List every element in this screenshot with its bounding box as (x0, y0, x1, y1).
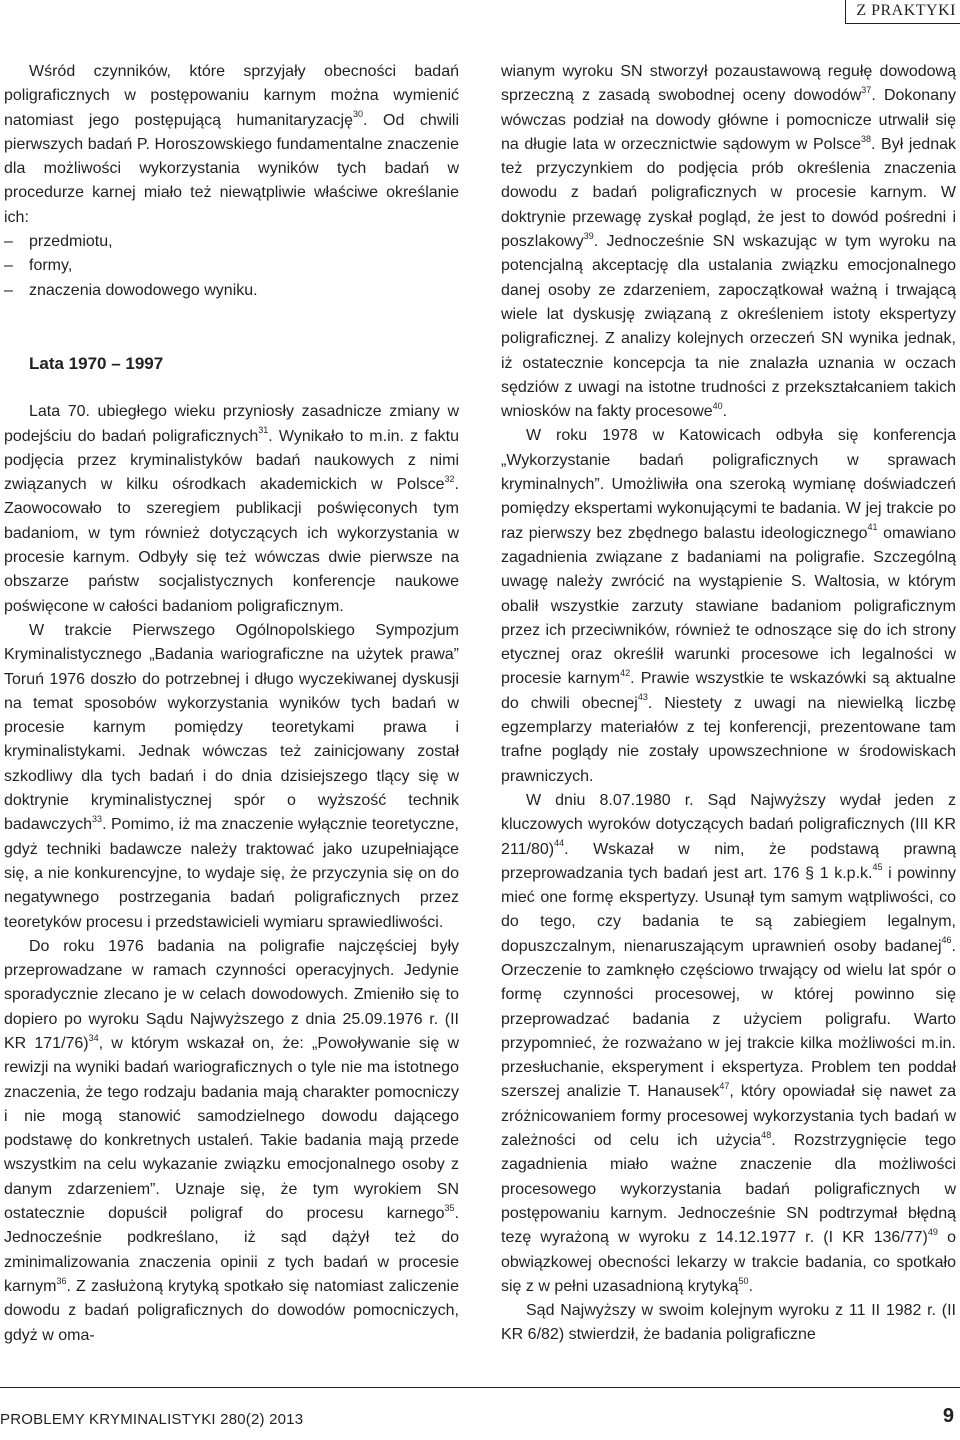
journal-title: PROBLEMY KRYMINALISTYKI 280(2) 2013 (0, 1411, 304, 1428)
footnote-ref[interactable]: 36 (56, 1275, 67, 1286)
paragraph: W trakcie Pierwszego Ogólnopolskiego Sympozjum Kryminalistycznego „Badania wariograficzne na użytek prawa” Toruń 1976 doszło do potrzebnej i długo wyczekiwanej dyskusji na temat sposobów wykorzystania wyników tych badań w procesie karnym pomiędzy teoretykami prawa i kryminalistykami. Jednak wówczas też zainicjowany został szkodliwy dla tych badań i do dnia dzisiejszego tlący się w doktrynie kryminalistycznej spór o wyższość technik badawczych$^{33}$. Pomimo, iż ma znaczenie wyłącznie teoretyczne, gdyż techniki badawcze należy traktować jako uzupełniające się, a nie konkurencyjne, to wydaje się, że przyczynia się on do negatywnego postrzegania badań poligraficznych przez teoretyków procesu i przedstawicieli wymiaru sprawiedliwości. (4, 621, 459, 931)
footnote-ref[interactable]: 47 (719, 1081, 730, 1092)
list-item: – formy, (4, 254, 459, 278)
page-number: 9 (942, 1405, 954, 1427)
footnote-ref[interactable]: 45 (872, 862, 883, 873)
right-column (501, 60, 956, 1348)
paragraph: W dniu 8.07.1980 r. Sąd Najwyższy wydał jeden z kluczowych wyroków dotyczących badań poligraficznych (III KR 211/80)$^{44}$. Wskazał w nim, że podstawą prawną przeprowadzania tych badań jest art. 176 § 1 k.p.k.$^{45}$ i powinny mieć one formę ekspertyzy. Usunął tym samym wątpliwości, co do tego, czy badania te są zabiegiem legalnym, dopuszczalnym, nienaruszającym uprawnień osoby badanej$^{46}$. Orzeczenie to zamknęło częściowo trwający od wielu lat spór o formę czynności procesowej, w której powinno się przeprowadzać badania z użyciem poligrafu. Warto przypomnieć, że rozważano w jej trakcie kilka możliwości m.in. przesłuchanie, eksperyment i ekspertyza. Problem ten poddał szerszej analizie T. Hanausek$^{47}$, który opowiadał się nawet za zróżnicowaniem formy procesowej wykorzystania tych badań w zależności od celu ich użycia$^{48}$. Rozstrzygnięcie tego zagadnienia miało ważne znaczenie dla możliwości procesowego wykorzystania badań poligraficznych w postępowaniu karnym. Jednocześnie SN podtrzymał błędną tezę wyrażoną w wyroku z 14.12.1977 r. (I KR 136/77)$^{49}$ o obwiązkowej obecności lekarzy w trakcie badania, co spotkało się z w pełni uzasadnioną krytyką$^{50}$. (501, 791, 957, 1295)
footnote-ref[interactable]: 32 (444, 473, 455, 484)
paragraph: Lata 70. ubiegłego wieku przyniosły zasadnicze zmiany w podejściu do badań poligraficznych$^{31}$. Wynikało to m.in. z faktu podjęcia przez kryminalistyków badań naukowych z nimi związanych w kilku ośrodkach akademickich w Polsce$^{32}$. Zaowocowało to szeregiem publikacji poświęconych tym badaniom, w tym również dotyczących ich wykorzystania w procesie karnym. Odbyły się też wówczas dwie pierwsze na obszarze państw socjalistycznych konferencje naukowe poświęcone w całości badaniom poligraficznym. (4, 403, 460, 615)
paragraph: wianym wyroku SN stworzył pozaustawową regułę dowodową sprzeczną z zasadą swobodnej oceny dowodów$^{37}$. Dokonany wówczas podział na dowody główne i pomocnicze utrwalił się na długie lata w orzecznictwie sądowym w Polsce$^{38}$. Był jednak też przyczynkiem do podjęcia prób określenia znaczenia dowodu z badań poligraficznych w procesie karnym. W doktrynie przewagę zyskał pogląd, że jest to dowód pośredni i poszlakowy$^{39}$. Jednocześnie SN wskazując w tym wyroku na potencjalną akceptację dla ustalania związku emocjonalnego danej osoby ze zdarzeniem, zapoczątkował ważną i trwającą wiele lat dyskusję związaną z określeniem istoty ekspertyzy poligraficznej. Z analizy kolejnych orzeczeń SN wynika jednak, iż ostatecznie koncepcja ta nie znalazła uznania w oczach sędziów z uwagi na istotne trudności z przekształcaniem takich wniosków na fakty procesowe$^{40}$. (501, 63, 957, 421)
list-item: – znaczenia dowodowego wyniku. (4, 279, 459, 303)
list-item: – przedmiotu, (4, 230, 459, 254)
dash-list (4, 230, 459, 303)
paragraph: Wśród czynników, które sprzyjały obecności badań poligraficznych w postępowaniu karnym można wymienić natomiast jego postępującą humanitaryzację$^{30}$. Od chwili pierwszych badań P. Horoszowskiego fundamentalne znaczenie dla możliwości wykorzystania wyników tych badań w procedurze karnej miało też niewątpliwie właściwe określanie ich: (4, 63, 460, 226)
left-column (4, 60, 459, 1348)
footnote-ref[interactable]: 37 (861, 84, 872, 95)
footnote-ref[interactable]: 41 (867, 522, 878, 533)
footnote-ref[interactable]: 49 (927, 1226, 938, 1237)
footnote-ref[interactable]: 44 (554, 838, 565, 849)
footnote-ref[interactable]: 35 (444, 1202, 455, 1213)
paragraph: Do roku 1976 badania na poligrafie najczęściej były przeprowadzane w ramach czynności operacyjnych. Jedynie sporadycznie zlecano je w celach dowodowych. Zmieniło się to dopiero po wyroku Sądu Najwyższego z dnia 25.09.1976 r. (II KR 171/76)$^{34}$, w którym wskazał on, że: „Powoływanie się w rewizji na wyniki badań wariograficznych o tyle nie ma istotnego znaczenia, że tego rodzaju badania mają charakter pomocniczy i nie mogą stanowić samodzielnego dowodu dającego podstawę do konkretnych ustaleń. Takie badania mają przede wszystkim na celu wykazanie związku emocjonalnego osoby z danym zdarzeniem”. Uznaje się, że tym wyrokiem SN ostatecznie dopuścił poligraf do procesu karnego$^{35}$. Jednocześnie podkreślano, iż sąd dążył też do zminimalizowania znaczenia opinii z tych badań w procesie karnym$^{36}$. Z zasłużoną krytyką spotkało się natomiast zaliczenie dowodu z badań poligraficznych do dowodów pomocniczych, gdyż w oma- (4, 937, 459, 1344)
section-heading: Lata 1970 – 1997 (29, 353, 164, 373)
footnote-ref[interactable]: 39 (583, 230, 594, 241)
footnote-ref[interactable]: 34 (88, 1032, 99, 1043)
footnote-ref[interactable]: 43 (637, 692, 648, 703)
paragraph: Sąd Najwyższy w swoim kolejnym wyroku z 11 II 1982 r. (II KR 6/82) stwierdził, że badania poligraficzne (501, 1302, 956, 1344)
footnote-ref[interactable]: 46 (941, 935, 952, 946)
footnote-ref[interactable]: 42 (620, 668, 631, 679)
footnote-ref[interactable]: 31 (258, 425, 269, 436)
paragraph: W roku 1978 w Katowicach odbyła się konferencja „Wykorzystanie badań poligraficznych w sprawach kryminalnych”. Umożliwiła ona szeroką wymianę doświadczeń pomiędzy ekspertami wykonującymi te badania. W jej trakcie po raz pierwszy bez zbędnego balastu ideologicznego$^{41}$ omawiano zagadnienia związane z badaniami na poligrafie. Szczególną uwagę należy zwrócić na wystąpienie S. Waltosia, w którym obalił wszystkie zarzuty stawiane badaniom poligraficznym przez ich przeciwników, również te odnoszące się do ich strony etycznej oraz określił warunki procesowe ich legalności w procesie karnym$^{42}$. Prawie wszystkie te wskazówki są aktualne do chwili obecnej$^{43}$. Niestety z uwagi na niewielką liczbę egzemplarzy materiałów z tej konferencji, prezentowane tam trafne poglądy nie zostały upowszechnione w środowiskach prawniczych. (501, 427, 957, 785)
footnote-ref[interactable]: 33 (92, 813, 103, 824)
section-label: Z PRAKTYKI (845, 0, 960, 24)
footnote-ref[interactable]: 48 (761, 1129, 772, 1140)
footer-rule (0, 1387, 960, 1388)
footnote-ref[interactable]: 38 (861, 133, 872, 144)
footnote-ref[interactable]: 50 (738, 1275, 749, 1286)
footnote-ref[interactable]: 40 (712, 400, 723, 411)
footnote-ref[interactable]: 30 (353, 109, 364, 120)
